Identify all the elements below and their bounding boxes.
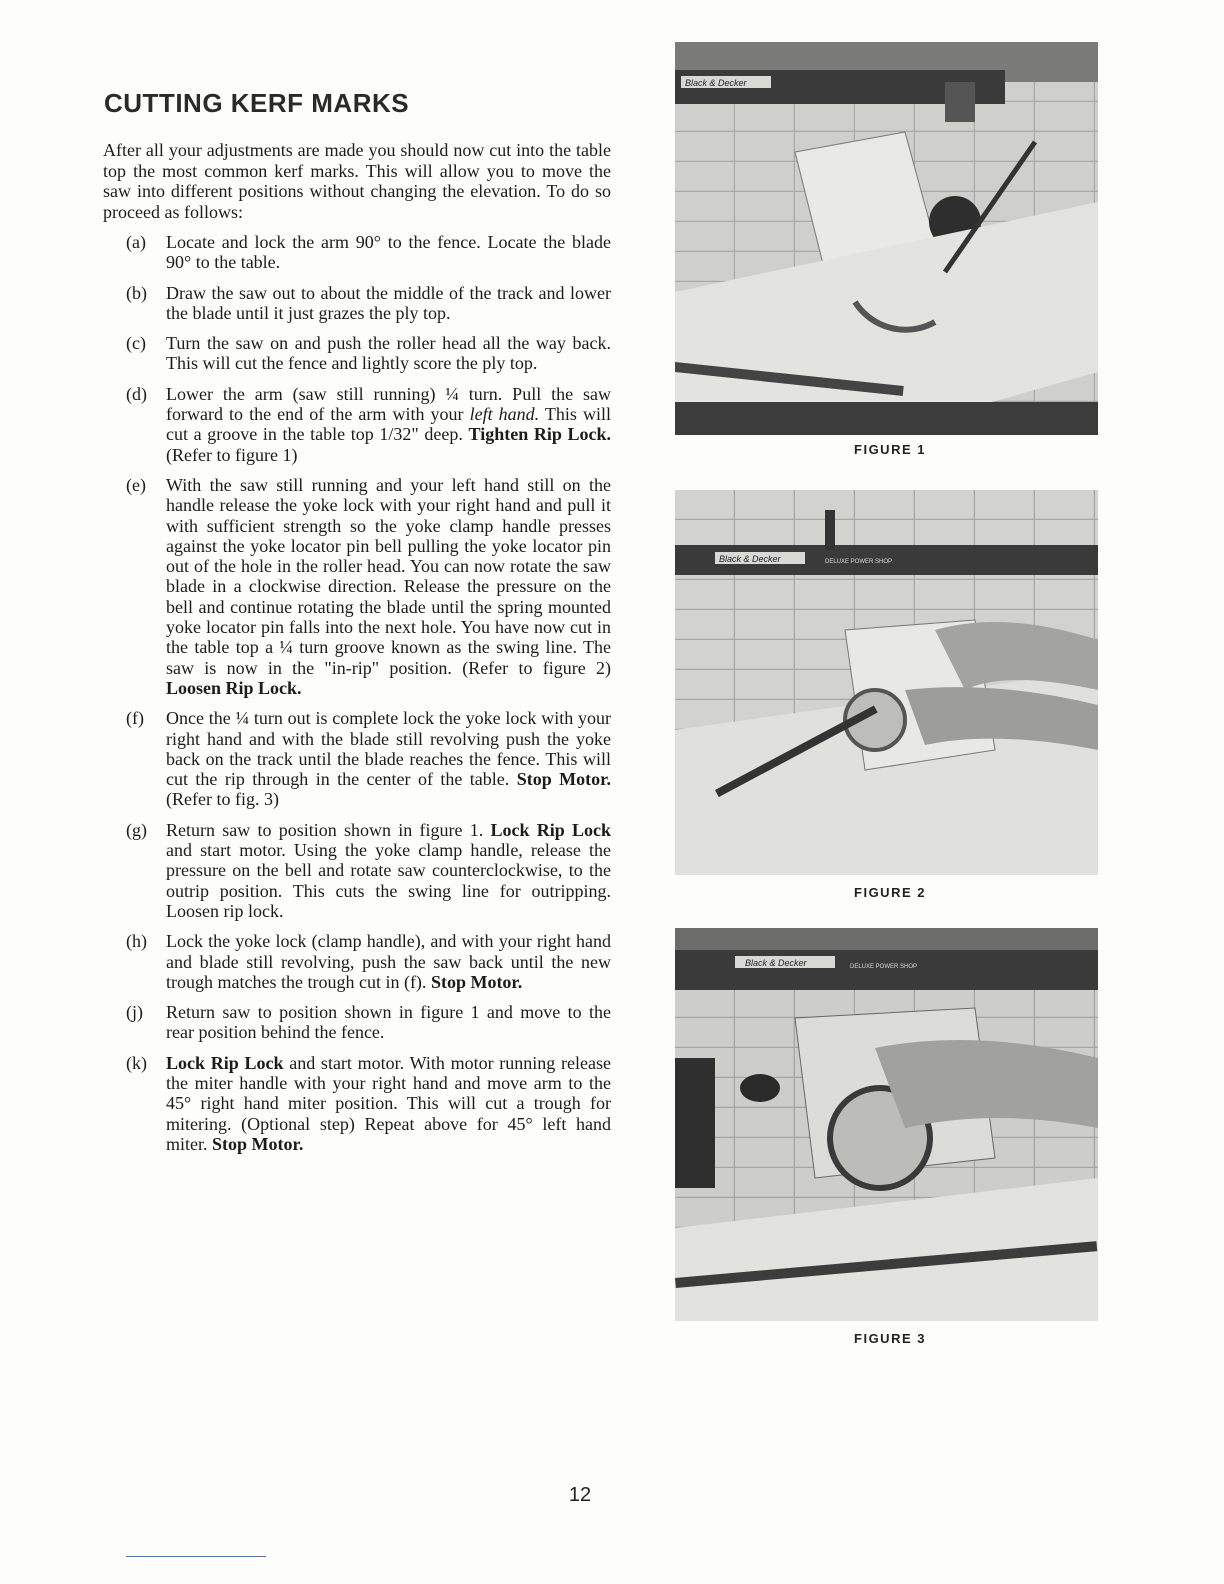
page-heading: CUTTING KERF MARKS	[104, 88, 410, 118]
radial-arm-saw-photo	[675, 42, 1098, 435]
intro-paragraph: After all your adjustments are made you should now cut into the table top the most common kerf marks. This will allow you to move the saw into different positions without changing the elevation. To do so proceed as follows:	[103, 140, 611, 222]
step-text-segment: Turn the saw on and push the roller head all the way back. This will cut the fence and lightly score the ply top.	[166, 333, 611, 374]
step-label: (h)	[126, 931, 147, 952]
step-text-segment: (Refer to figure 1)	[166, 444, 298, 465]
step-text-segment: left hand.	[469, 404, 540, 425]
step-text	[166, 283, 611, 324]
step-text-segment: Lock Rip Lock	[490, 819, 611, 840]
figure-3-caption: FIGURE 3	[854, 1331, 926, 1346]
brand-label: Black & Decker	[719, 554, 781, 564]
step-text	[166, 384, 611, 465]
step-text-segment: Lock the yoke lock (clamp handle), and with your right hand and blade still revolving, push the saw back until the new trough matches the trough cut in (f).	[166, 931, 611, 992]
step-item	[126, 1002, 611, 1043]
step-text	[166, 1002, 611, 1043]
step-text	[166, 475, 611, 698]
step-label: (k)	[126, 1052, 147, 1073]
step-item	[126, 283, 611, 324]
step-label: (g)	[126, 819, 147, 840]
page-number: 12	[568, 1484, 592, 1506]
footer-rule	[126, 1556, 266, 1557]
step-text-segment: Return saw to position shown in figure 1.	[166, 819, 491, 840]
model-label: DELUXE POWER SHOP	[825, 559, 893, 565]
step-item	[126, 1053, 611, 1154]
step-text-segment: and start motor. Using the yoke clamp handle, release the pressure on the bell and rotate saw counterclockwise, to the outrip position. This cuts the swing line for outripping. Loosen rip lock.	[166, 840, 611, 921]
step-label: (c)	[126, 333, 146, 354]
step-item	[126, 820, 611, 921]
step-text-segment: Once the ¼ turn out is complete lock the yoke lock with your right hand and with the blade still revolving push the yoke back on the track until the blade reaches the fence. This will cut the rip through in the center of the table.	[166, 708, 611, 790]
step-item	[126, 384, 611, 465]
step-label: (b)	[126, 282, 147, 303]
step-text	[166, 333, 611, 374]
figure-1-photo	[675, 42, 1098, 435]
brand-label: Black & Decker	[685, 78, 747, 88]
radial-arm-saw-photo	[675, 490, 1098, 875]
figure-1-caption: FIGURE 1	[854, 442, 926, 457]
step-label: (e)	[126, 474, 146, 495]
step-text-segment: This will cut a groove in the table top 1/32" deep.	[166, 404, 611, 445]
model-label: DELUXE POWER SHOP	[850, 964, 918, 970]
step-text-segment: (Refer to fig. 3)	[166, 789, 279, 810]
step-text-segment: Draw the saw out to about the middle of the track and lower the blade until it just grazes the ply top.	[166, 282, 611, 323]
step-text-segment: Stop Motor.	[430, 971, 523, 992]
step-item	[126, 708, 611, 809]
step-text	[166, 708, 611, 809]
step-text-segment: and start motor. With motor running release the miter handle with your right hand and move arm to the 45° right hand miter position. This will cut a trough for mitering. (Optional step) Repeat above for 45° left hand miter.	[166, 1052, 611, 1154]
step-text-segment: With the saw still running and your left hand still on the handle release the yoke lock with your right hand and pull it with sufficient strength so the yoke clamp handle presses against the yoke locator pin bell pulling the yoke locator pin out of the hole in the roller head. You can now rotate the saw blade in a clockwise direction. Release the pressure on the bell and continue rotating the blade until the spring mounted yoke locator pin falls into the next hole. You have now cut in the table top a ¼ turn groove known as the swing line. The saw is now in the "in-rip" position. (Refer to figure 2)	[166, 474, 611, 678]
step-text	[166, 931, 611, 992]
step-label: (a)	[126, 232, 146, 252]
step-item	[126, 333, 611, 374]
figure-3-photo	[675, 928, 1098, 1321]
step-item	[126, 931, 611, 992]
step-label: (d)	[126, 383, 147, 404]
step-text-segment: Tighten Rip Lock.	[468, 424, 611, 445]
step-text-segment: Stop Motor.	[212, 1133, 304, 1154]
step-text-segment: Stop Motor.	[516, 769, 612, 790]
step-text-segment: Return saw to position shown in figure 1 and move to the rear position behind the fence.	[166, 1002, 611, 1043]
step-label: (f)	[126, 708, 144, 729]
step-item	[126, 475, 611, 698]
step-text-segment: Loosen Rip Lock.	[166, 677, 302, 698]
figure-2-photo	[675, 490, 1098, 875]
step-label: (j)	[126, 1002, 143, 1023]
step-text	[166, 1053, 611, 1154]
step-text-segment: Lower the arm (saw still running) ¼ turn. Pull the saw forward to the end of the arm with your	[166, 383, 611, 425]
figure-2-caption: FIGURE 2	[854, 885, 926, 900]
brand-label: Black & Decker	[745, 958, 807, 968]
step-text-segment: Locate and lock the arm 90° to the fence. Locate the blade 90° to the table.	[166, 232, 611, 273]
step-text	[166, 820, 611, 921]
step-text-segment: Lock Rip Lock	[166, 1052, 284, 1073]
step-text	[166, 232, 611, 273]
step-item	[126, 232, 611, 273]
step-list	[126, 232, 611, 1164]
radial-arm-saw-photo	[675, 928, 1098, 1321]
